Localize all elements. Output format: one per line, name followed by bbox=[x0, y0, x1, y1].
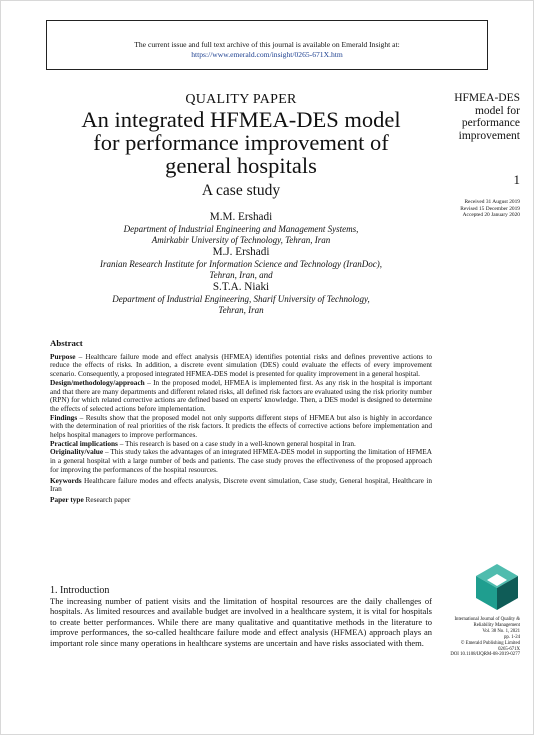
journal-name: International Journal of Quality & bbox=[454, 617, 520, 622]
accepted-date: Accepted 20 January 2020 bbox=[462, 212, 520, 219]
margin-sidebar bbox=[432, 92, 520, 219]
running-title-line: model for bbox=[474, 104, 520, 117]
page-number: 1 bbox=[513, 172, 520, 187]
section-label: Originality/value bbox=[50, 447, 104, 457]
section-label: Purpose bbox=[50, 351, 76, 361]
abstract-findings bbox=[50, 414, 432, 440]
section-label: Practical implications bbox=[50, 438, 118, 448]
introduction-section bbox=[50, 585, 432, 648]
paper-type-label: Paper type bbox=[50, 494, 84, 504]
author-affiliation: Department of Industrial Engineering and Management Systems, bbox=[123, 224, 359, 234]
author-affiliation: Tehran, Iran, and bbox=[209, 270, 273, 280]
author-name: M.M. Ershadi bbox=[209, 211, 273, 223]
section-text: – In the proposed model, HFMEA is implemented first. As any risk in the hospital is important and that there are many departments and different related risks, all defined risk factors are evaluated using the risk priority number (RPN) for which related corrective actions are defined based on experts' knowledge. Then, a DES model is designed to determine the effects of selected actions before implementation. bbox=[50, 377, 432, 413]
section-text: – Results show that the proposed model not only supports different steps of HFMEA but also is highly in accordance with the determination of real priorities of the risk factors. It predicts the effects of corrective actions before implementation and helps hospital managers to improve performances. bbox=[50, 412, 432, 440]
availability-notice bbox=[46, 20, 488, 70]
keywords bbox=[50, 477, 432, 494]
journal-link[interactable]: https://www.emerald.com/insight/0265-671X.htm bbox=[191, 50, 343, 59]
section-label: Findings bbox=[50, 412, 78, 422]
section-label: Design/methodology/approach bbox=[50, 377, 145, 387]
title-line: for performance improvement of bbox=[93, 130, 389, 155]
running-title-line: performance bbox=[461, 117, 520, 129]
article-title bbox=[50, 108, 432, 177]
author-list bbox=[50, 211, 432, 316]
received-date: Received 31 August 2019 bbox=[464, 199, 520, 205]
article-subtitle: A case study bbox=[201, 182, 281, 199]
issn: 0265-671X bbox=[498, 646, 520, 652]
journal-meta bbox=[432, 617, 520, 658]
keywords-text: Healthcare failure modes and effects analysis, Discrete event simulation, Case study, General hospital, Healthcare in Iran bbox=[50, 475, 432, 494]
author-affiliation: Tehran, Iran bbox=[218, 305, 264, 315]
introduction-heading: 1. Introduction bbox=[50, 585, 110, 596]
emerald-logo-icon bbox=[474, 562, 520, 612]
title-block bbox=[50, 92, 432, 200]
abstract-design bbox=[50, 379, 432, 414]
abstract bbox=[50, 339, 432, 505]
abstract-heading: Abstract bbox=[50, 338, 83, 348]
paper-type-heading: QUALITY PAPER bbox=[185, 92, 297, 107]
section-text: – This study takes the advantages of an integrated HFMEA-DES model in supporting the limitation of HFMEA in a general hospital with a large number of beds and patients. The case study proves the effectiveness of the proposed approach for improving the performances of the hospital resources. bbox=[50, 447, 432, 474]
title-line: An integrated HFMEA-DES model bbox=[81, 107, 401, 132]
introduction-body: The increasing number of patient visits and the limitation of hospital resources are the daily challenges of hospitals. As limited resources and available budget are involved in a healthcare system, it is vital for hospitals to create better performances. While there are many qualitative and quantitative methods in the literature to improve performances, the so-called healthcare failure mode and effect analysis (HFMEA) approach plays an important role since many operations in healthcare systems are uncertain and have risks associated with them. bbox=[50, 596, 432, 648]
abstract-purpose bbox=[50, 353, 432, 379]
paper-type-text: Research paper bbox=[83, 494, 131, 504]
author-affiliation: Department of Industrial Engineering, Sharif University of Technology, bbox=[112, 294, 370, 304]
keywords-label: Keywords bbox=[50, 475, 82, 485]
running-title-line: improvement bbox=[458, 129, 520, 142]
running-title bbox=[432, 92, 520, 142]
journal-pages: pp. 1-24 bbox=[504, 634, 520, 640]
paper-type bbox=[50, 496, 432, 505]
journal-name: Reliability Management bbox=[473, 622, 520, 628]
author-name: S.T.A. Niaki bbox=[212, 281, 270, 293]
section-text: – Healthcare failure mode and effect analysis (HFMEA) identifies potential risks and defines preventive actions to reduce the effects of risks. In addition, a discrete event simulation (DES) could evaluate the effects of every improvement scenario. Consequently, a proposed integrated HFMEA-DES model is presented for quality improvement in a general hospital. bbox=[50, 351, 432, 379]
section-text: – This research is based on a case study in a well-known general hospital in Iran. bbox=[117, 438, 356, 448]
history-dates bbox=[432, 199, 520, 219]
copyright: © Emerald Publishing Limited bbox=[460, 640, 520, 646]
author-name: M.J. Ershadi bbox=[212, 246, 270, 258]
notice-text: The current issue and full text archive of this journal is available on Emerald Insight at: bbox=[134, 40, 400, 49]
journal-volume: Vol. 38 No. 1, 2021 bbox=[482, 628, 520, 634]
author-affiliation: Iranian Research Institute for Information Science and Technology (IranDoc), bbox=[99, 259, 383, 269]
revised-date: Revised 15 December 2019 bbox=[460, 205, 520, 212]
journal-info bbox=[432, 562, 520, 658]
running-title-line: HFMEA-DES bbox=[454, 92, 520, 104]
title-line: general hospitals bbox=[165, 153, 317, 178]
doi: DOI 10.1108/IJQRM-08-2019-0277 bbox=[450, 652, 520, 658]
author-affiliation: Amirkabir University of Technology, Tehran, Iran bbox=[151, 235, 331, 245]
abstract-originality bbox=[50, 448, 432, 474]
